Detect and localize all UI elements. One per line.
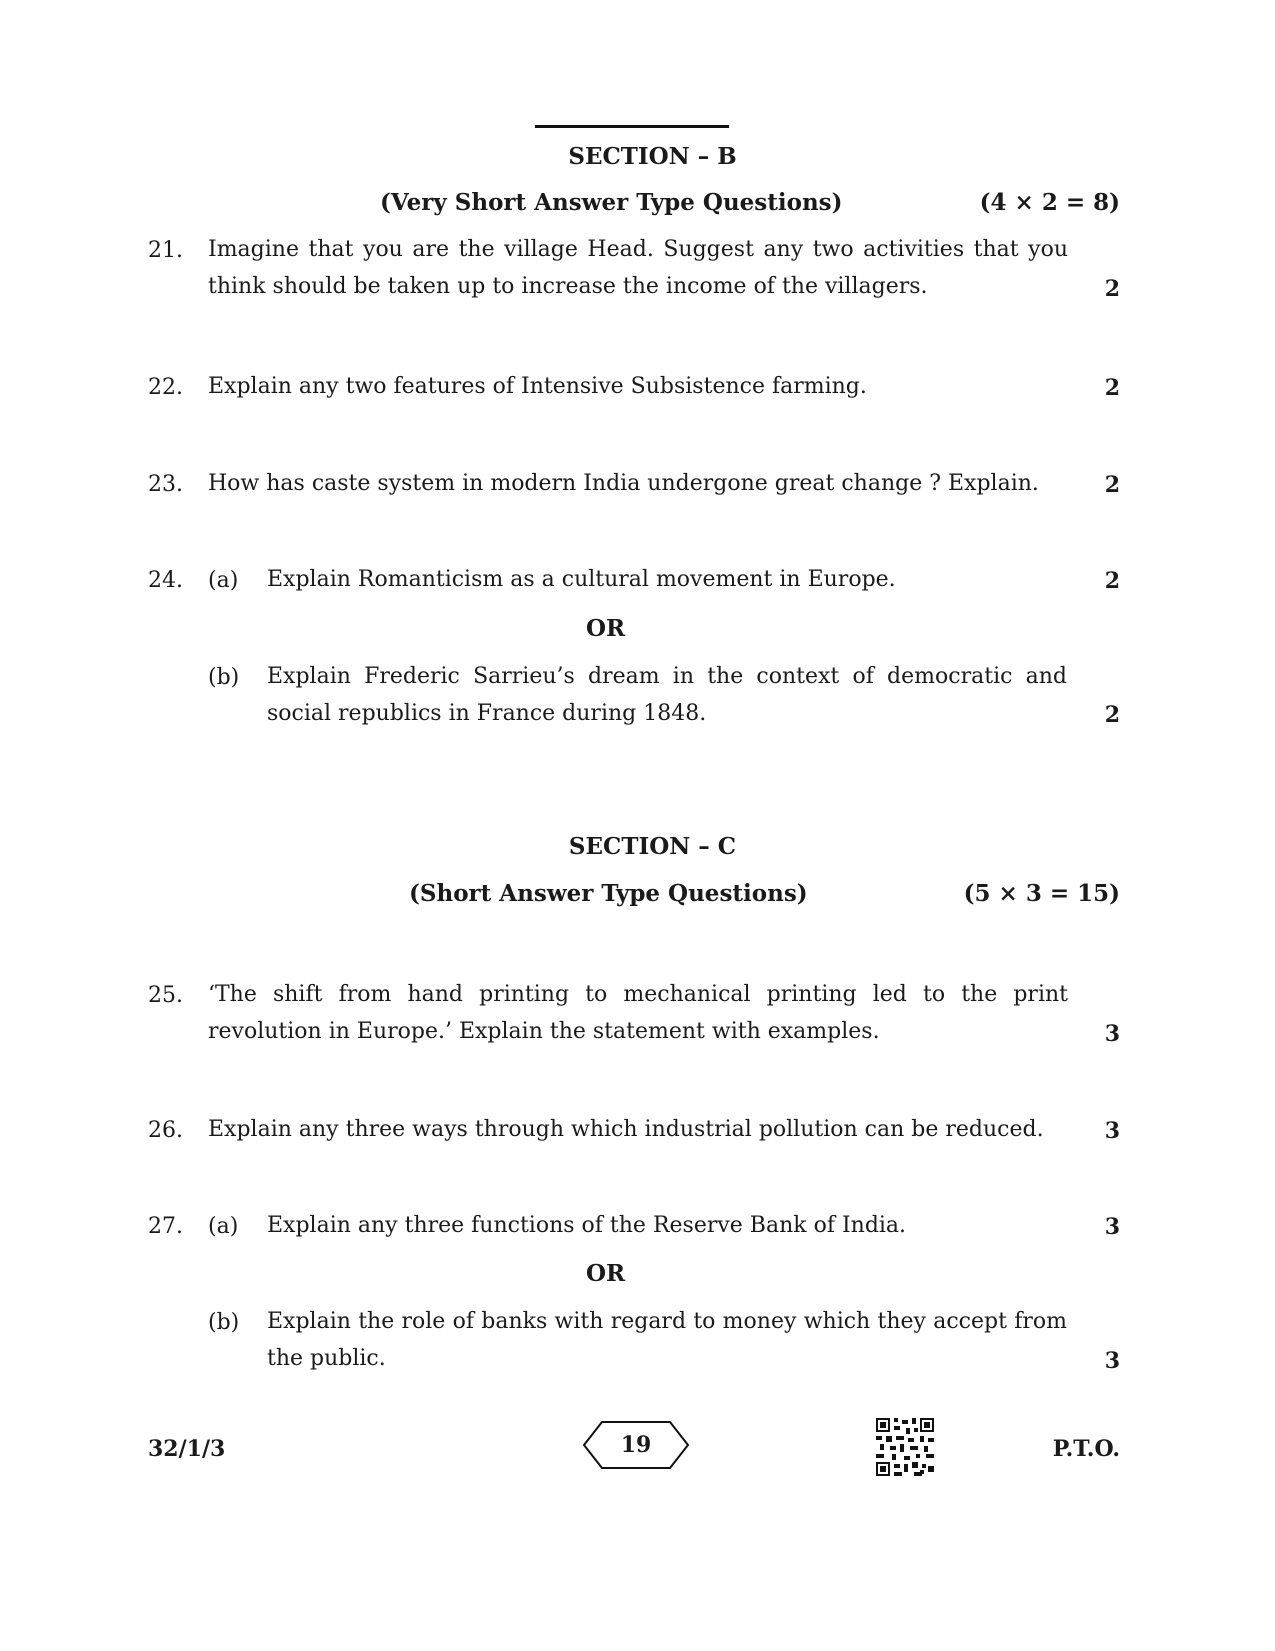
question-number: 21. (148, 238, 183, 263)
section-b-marks: (4 × 2 = 8) (979, 189, 1120, 216)
question-marks: 3 (1104, 1348, 1120, 1374)
question-number: 22. (148, 375, 183, 400)
question-number: 26. (148, 1118, 183, 1143)
question-text: Explain Romanticism as a cultural movement in Europe. (267, 567, 896, 592)
part-label: (b) (208, 665, 240, 690)
question-text: Explain any three functions of the Reserve Bank of India. (267, 1213, 907, 1238)
question-number: 25. (148, 983, 183, 1008)
section-c-subtitle: (Short Answer Type Questions) (409, 880, 808, 907)
part-label: (a) (208, 568, 239, 593)
question-marks: 3 (1104, 1214, 1120, 1240)
page-number: 19 (620, 1432, 652, 1458)
question-marks: 2 (1104, 472, 1120, 498)
question-text: Explain Frederic Sarrieu’s dream in the context of democratic and social republics in France during 1848. (267, 664, 1067, 726)
question-text: Explain any three ways through which industrial pollution can be reduced. (208, 1117, 1044, 1142)
question-marks: 2 (1104, 568, 1120, 594)
or-divider: OR (586, 615, 626, 642)
page-number-badge (582, 1420, 690, 1470)
section-b-title: SECTION – B (568, 143, 737, 170)
question-text: How has caste system in modern India undergone great change ? Explain. (208, 471, 1039, 496)
question-marks: 2 (1104, 375, 1120, 401)
or-divider: OR (586, 1260, 626, 1287)
question-text: Explain the role of banks with regard to money which they accept from the public. (267, 1309, 1067, 1371)
question-marks: 3 (1104, 1021, 1120, 1047)
question-marks: 2 (1104, 702, 1120, 728)
question-number: 27. (148, 1214, 183, 1239)
part-label: (a) (208, 1214, 239, 1239)
section-b-subtitle: (Very Short Answer Type Questions) (380, 189, 843, 216)
question-marks: 3 (1104, 1118, 1120, 1144)
question-number: 24. (148, 568, 183, 593)
question-number: 23. (148, 472, 183, 497)
top-rule (535, 125, 729, 128)
qr-code-icon (876, 1418, 934, 1476)
question-marks: 2 (1104, 276, 1120, 302)
part-label: (b) (208, 1310, 240, 1335)
question-text: Explain any two features of Intensive Subsistence farming. (208, 374, 867, 399)
section-c-title: SECTION – C (568, 833, 737, 860)
question-text: ‘The shift from hand printing to mechanical printing led to the print revolution in Europe.’ Explain the statement with examples. (208, 982, 1068, 1044)
paper-code: 32/1/3 (148, 1436, 226, 1462)
question-text: Imagine that you are the village Head. Suggest any two activities that you think should be taken up to increase the income of the villagers. (208, 237, 1068, 299)
section-c-marks: (5 × 3 = 15) (963, 880, 1120, 907)
pto-label: P.T.O. (1052, 1436, 1120, 1462)
